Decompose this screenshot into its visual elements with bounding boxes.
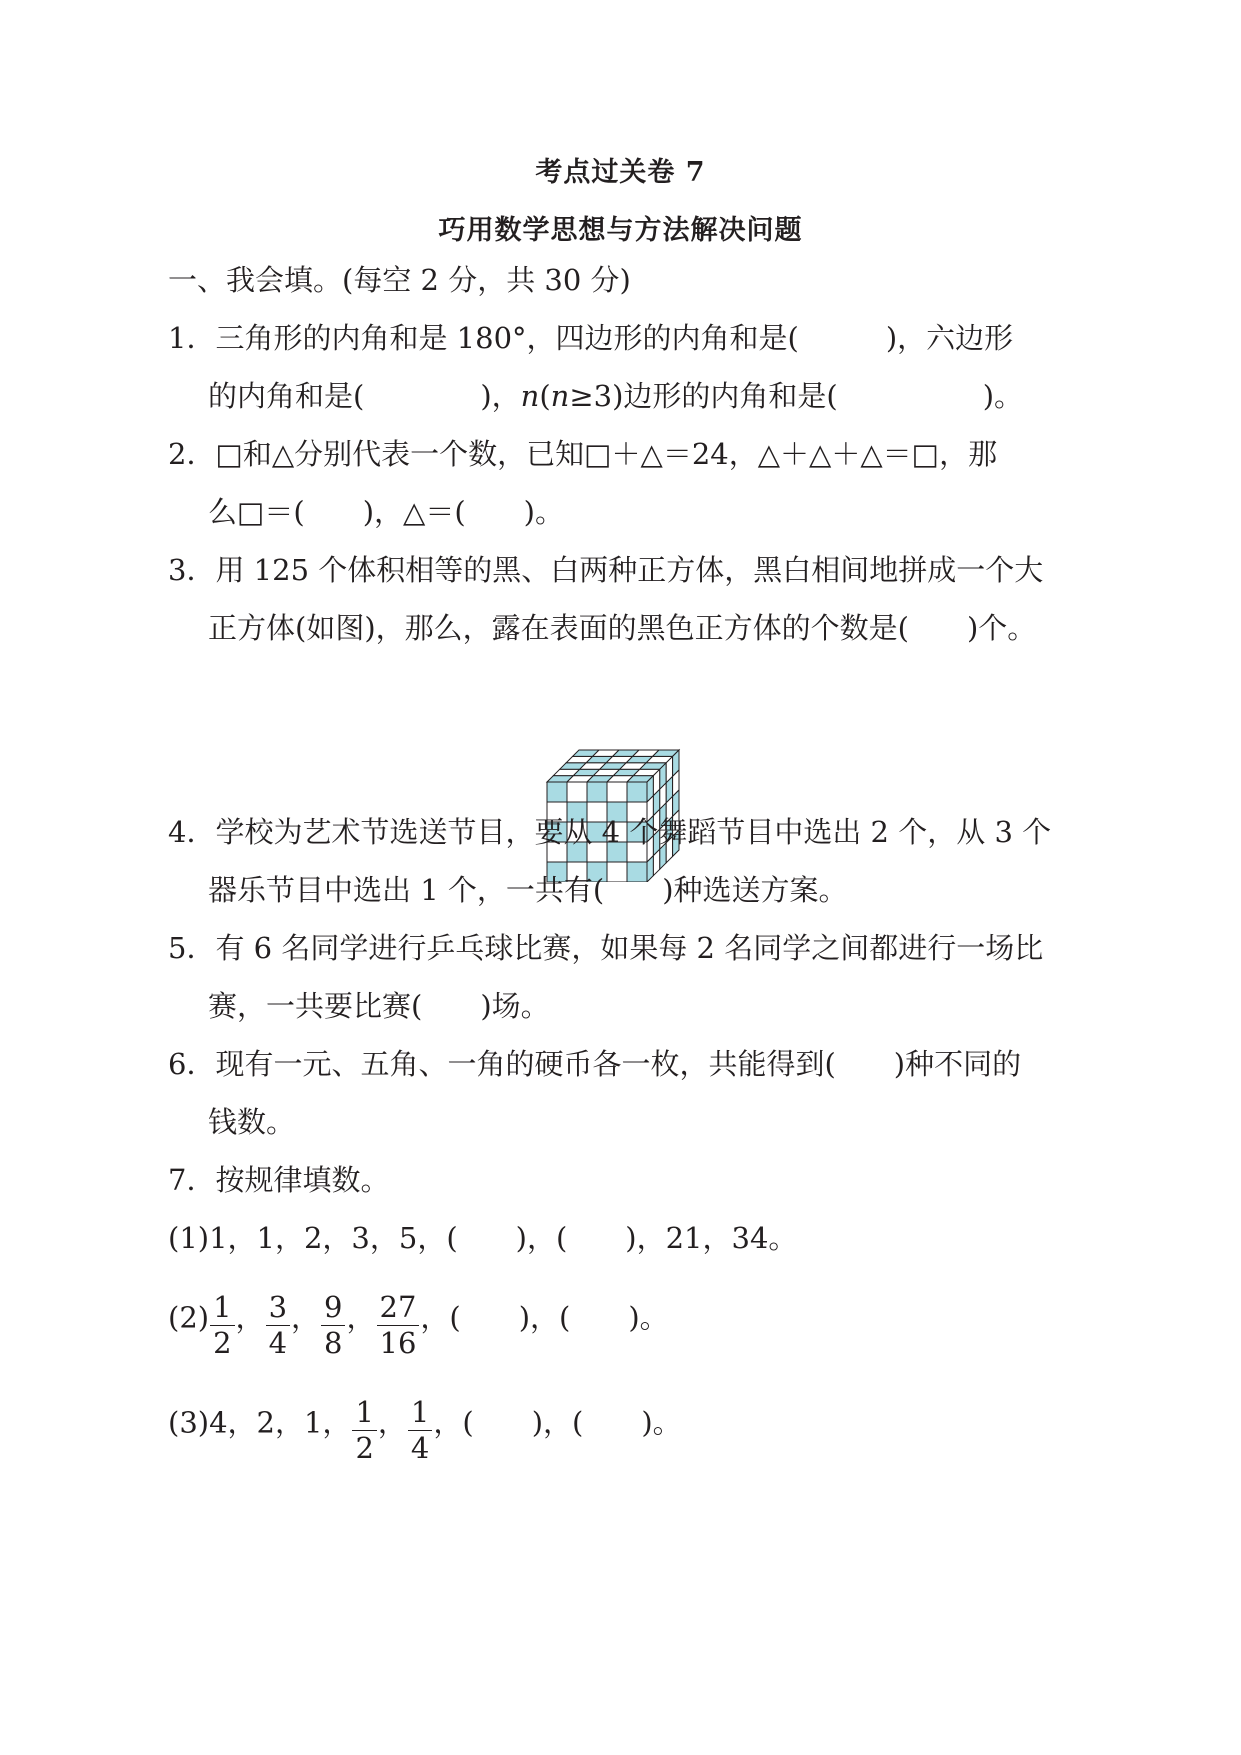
q5-line2: 赛，一共要比赛( )场。 (208, 989, 550, 1023)
q7-stem: 7．按规律填数。 (168, 1163, 390, 1197)
q1-line2 (208, 376, 1023, 416)
q5-line1: 5．有 6 名同学进行乒乓球比赛，如果每 2 名同学之间都进行一场比 (168, 931, 1044, 965)
fraction (352, 1395, 376, 1465)
q2-line1: 2．□和△分别代表一个数，已知□＋△＝24，△＋△＋△＝□，那 (168, 437, 998, 471)
fraction (266, 1290, 290, 1360)
q7-part2-label: (2) (168, 1300, 210, 1335)
q7-part3-head: (3)4，2，1， (168, 1405, 352, 1440)
page-title: 考点过关卷 7 (535, 157, 706, 188)
cube-front-cell (547, 782, 567, 802)
cube-front-cell (567, 782, 587, 802)
numerator: 1 (352, 1398, 376, 1431)
q6-line1: 6．现有一元、五角、一角的硬币各一枚，共能得到( )种不同的 (168, 1047, 1022, 1081)
page-subtitle: 巧用数学思想与方法解决问题 (438, 215, 803, 246)
numerator: 1 (210, 1293, 234, 1326)
fraction (210, 1290, 234, 1360)
cube-front-cell (627, 782, 647, 802)
q1-text-b: ( (539, 379, 551, 413)
cube-front-cell (587, 782, 607, 802)
numerator: 27 (377, 1293, 420, 1326)
denominator: 2 (213, 1326, 232, 1360)
q4-line2: 器乐节目中选出 1 个，一共有( )种选送方案。 (208, 873, 848, 907)
numerator: 3 (266, 1293, 290, 1326)
q1-line1: 1．三角形的内角和是 180°，四边形的内角和是( )，六边形 (168, 321, 1014, 355)
q6-line2: 钱数。 (208, 1105, 296, 1139)
q1-var-n2: n (550, 379, 570, 413)
numerator: 9 (321, 1293, 345, 1326)
fraction (377, 1290, 420, 1360)
denominator: 4 (410, 1431, 430, 1465)
numerator: 1 (408, 1398, 432, 1431)
section-heading: 一、我会填。(每空 2 分，共 30 分) (168, 263, 631, 297)
denominator: 2 (355, 1431, 374, 1465)
cube-front-cell (607, 782, 627, 802)
denominator: 16 (379, 1326, 417, 1360)
denominator: 4 (268, 1326, 288, 1360)
q7-part3: (3)4，2，1， $\frac{1}{2}$ ， $\frac{1}{4}$ ，( )，( )。 (168, 1395, 682, 1465)
q1-text-a: 的内角和是( )， (208, 379, 521, 413)
denominator: 8 (324, 1326, 343, 1360)
q7-part2: (2) $\frac{1}{2}$ ， $\frac{3}{4}$ ， $\frac{9}{8}$ ， $\frac{27}{16}$ ，( )，( )。 (168, 1290, 669, 1360)
q7-part2-tail: ( )，( )。 (449, 1300, 669, 1335)
fraction (321, 1290, 345, 1360)
q7-part3-tail: ( )，( )。 (462, 1405, 682, 1440)
q7-part1: (1)1，1，2，3，5，( )，( )，21，34。 (168, 1221, 798, 1255)
q1-var-n: n (520, 379, 540, 413)
q3-line1: 3．用 125 个体积相等的黑、白两种正方体，黑白相间地拼成一个大 (168, 553, 1044, 587)
q4-line1: 4．学校为艺术节选送节目，要从 4 个舞蹈节目中选出 2 个，从 3 个 (168, 815, 1052, 849)
fraction (408, 1395, 432, 1465)
q2-line2: 么□＝( )，△＝( )。 (208, 495, 564, 529)
q1-text-c: ≥3)边形的内角和是( )。 (569, 379, 1024, 413)
q3-line2: 正方体(如图)，那么，露在表面的黑色正方体的个数是( )个。 (208, 611, 1037, 645)
